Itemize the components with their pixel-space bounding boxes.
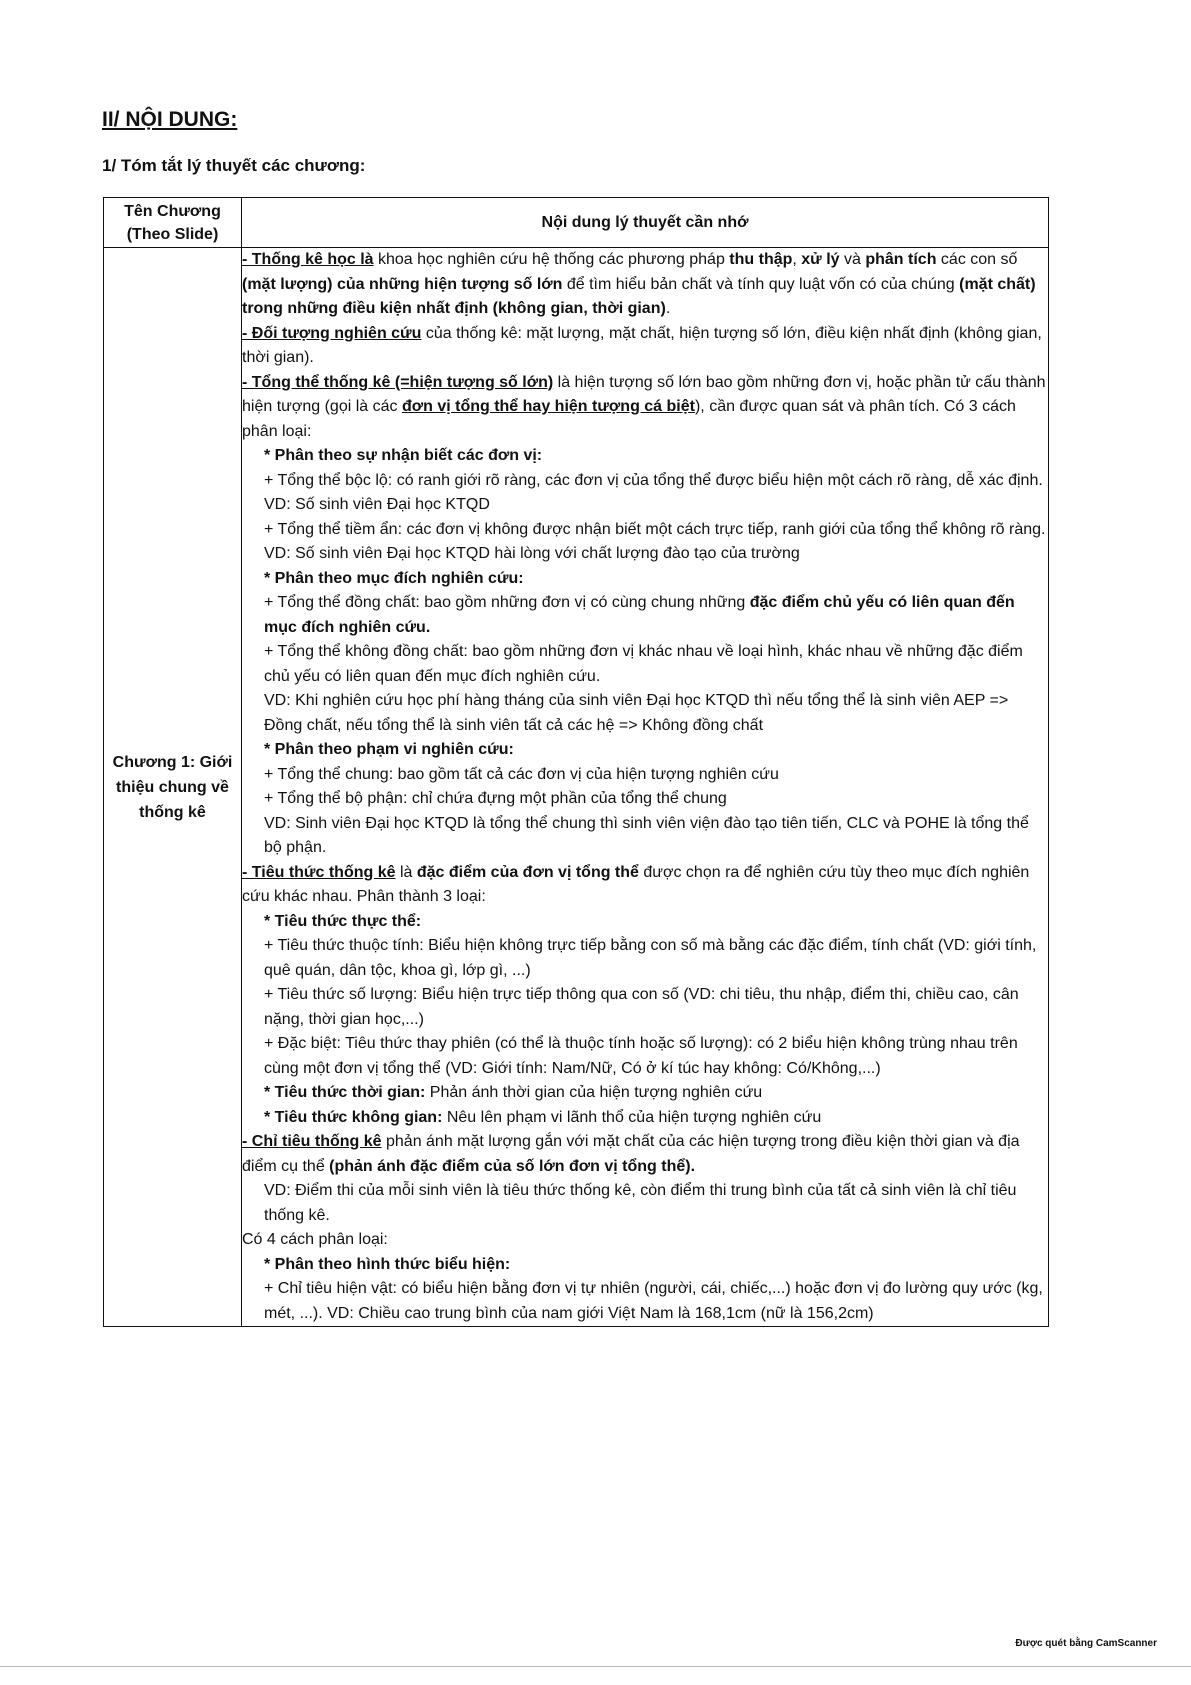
- definition-criterion: - Tiêu thức thống kê là đặc điểm của đơn vị tổng thể được chọn ra để nghiên cứu tùy theo mục đích nghiên cứu khác nhau. Phân thành 3 loại:: [242, 863, 1030, 905]
- table-header-row: [104, 198, 1049, 248]
- list-heading: * Tiêu thức thời gian: Phản ánh thời gian của hiện tượng nghiên cứu: [264, 1084, 763, 1101]
- example-text: VD: Khi nghiên cứu học phí hàng tháng của sinh viên Đại học KTQD thì nếu tổng thể là sinh viên AEP => Đồng chất, nếu tổng thể là sinh viên tất cả các hệ => Không đồng chất: [264, 692, 1009, 734]
- list-item: + Đặc biệt: Tiêu thức thay phiên (có thể là thuộc tính hoặc số lượng): có 2 biểu hiện không trùng nhau trên cùng một đơn vị tổng thể (VD: Giới tính: Nam/Nữ, Có ở kí túc hay không: Có/Không,...): [264, 1035, 1018, 1077]
- scanner-watermark: Được quét bằng CamScanner: [1015, 1638, 1157, 1649]
- example-text: VD: Điểm thi của mỗi sinh viên là tiêu thức thống kê, còn điểm thi trung bình của tất cả sinh viên là chỉ tiêu thống kê.: [264, 1182, 1017, 1224]
- example-text: VD: Sinh viên Đại học KTQD là tổng thể chung thì sinh viên viện đào tạo tiên tiến, CLC và POHE là tổng thể bộ phận.: [264, 814, 1029, 856]
- list-heading: * Phân theo sự nhận biết các đơn vị:: [264, 447, 543, 464]
- page-bottom-divider: [0, 1666, 1191, 1667]
- section-title: II/ NỘI DUNG:: [102, 108, 238, 131]
- list-item: + Tổng thể bộc lộ: có ranh giới rõ ràng, các đơn vị của tổng thể được biểu hiện một cách rõ ràng, dễ xác định. VD: Số sinh viên Đại học KTQD: [264, 471, 1043, 513]
- list-item: + Tiêu thức số lượng: Biểu hiện trực tiếp thông qua con số (VD: chi tiêu, thu nhập, điểm thi, chiều cao, cân nặng, thời gian học,...): [264, 986, 1019, 1028]
- content-column-header: Nội dung lý thuyết cần nhớ: [242, 198, 1049, 248]
- chapter-content-cell: [242, 248, 1049, 1327]
- list-heading: * Phân theo mục đích nghiên cứu:: [264, 569, 524, 587]
- list-heading: * Phân theo hình thức biểu hiện:: [264, 1255, 511, 1273]
- list-item: + Chỉ tiêu hiện vật: có biểu hiện bằng đơn vị tự nhiên (người, cái, chiếc,...) hoặc đơn vị đo lường quy ước (kg, mét, ...). VD: Chiều cao trung bình của nam giới Việt Nam là 168,1cm (nữ là 156,2cm): [264, 1280, 1043, 1322]
- chapter-column-header: Tên Chương (Theo Slide): [104, 198, 242, 248]
- chapter-name-cell: Chương 1: Giới thiệu chung về thống kê: [104, 248, 242, 1327]
- definition-indicator: - Chỉ tiêu thống kê phản ánh mặt lượng gắn với mặt chất của các hiện tượng trong điều kiện thời gian và địa điểm cụ thể (phản ánh đặc điểm của số lớn đơn vị tổng thể).: [242, 1133, 1020, 1175]
- list-item: + Tổng thể tiềm ẩn: các đơn vị không được nhận biết một cách trực tiếp, ranh giới của tổng thể không rõ ràng. VD: Số sinh viên Đại học KTQD hài lòng với chất lượng đào tạo của trường: [264, 520, 1046, 562]
- list-item: + Tiêu thức thuộc tính: Biểu hiện không trực tiếp bằng con số mà bằng các đặc điểm, tính chất (VD: giới tính, quê quán, dân tộc, khoa gì, lớp gì, ...): [264, 937, 1037, 979]
- definition-research-object: - Đối tượng nghiên cứu của thống kê: mặt lượng, mặt chất, hiện tượng số lớn, điều kiện nhất định (không gian, thời gian).: [242, 324, 1042, 366]
- list-heading: * Phân theo phạm vi nghiên cứu:: [264, 741, 514, 758]
- definition-population: - Tổng thể thống kê (=hiện tượng số lớn) là hiện tượng số lớn bao gồm những đơn vị, hoặc phần tử cấu thành hiện tượng (gọi là các đơn vị tổng thể hay hiện tượng cá biệt), cần được quan sát và phân tích. Có 3 cách phân loại:: [242, 373, 1046, 440]
- list-item: + Tổng thể không đồng chất: bao gồm những đơn vị khác nhau về loại hình, khác nhau về những đặc điểm chủ yếu có liên quan đến mục đích nghiên cứu.: [264, 643, 1023, 685]
- list-item: + Tổng thể chung: bao gồm tất cả các đơn vị của hiện tượng nghiên cứu: [264, 765, 779, 783]
- classification-intro: Có 4 cách phân loại:: [242, 1231, 388, 1248]
- subsection-title: 1/ Tóm tắt lý thuyết các chương:: [102, 156, 366, 175]
- definition-statistics: - Thống kê học là khoa học nghiên cứu hệ thống các phương pháp thu thập, xử lý và phân tích các con số (mặt lượng) của những hiện tượng số lớn để tìm hiểu bản chất và tính quy luật vốn có của chúng (mặt chất) trong những điều kiện nhất định (không gian, thời gian).: [242, 251, 1036, 317]
- theory-summary-table: [103, 197, 1049, 1327]
- table-row: [104, 248, 1049, 1327]
- list-item: + Tổng thể bộ phận: chỉ chứa đựng một phần của tổng thể chung: [264, 790, 727, 807]
- list-heading: * Tiêu thức thực thể:: [264, 912, 422, 930]
- list-item: + Tổng thể đồng chất: bao gồm những đơn vị có cùng chung những đặc điểm chủ yếu có liên quan đến mục đích nghiên cứu.: [264, 594, 1015, 636]
- list-heading: * Tiêu thức không gian: Nêu lên phạm vi lãnh thổ của hiện tượng nghiên cứu: [264, 1108, 822, 1126]
